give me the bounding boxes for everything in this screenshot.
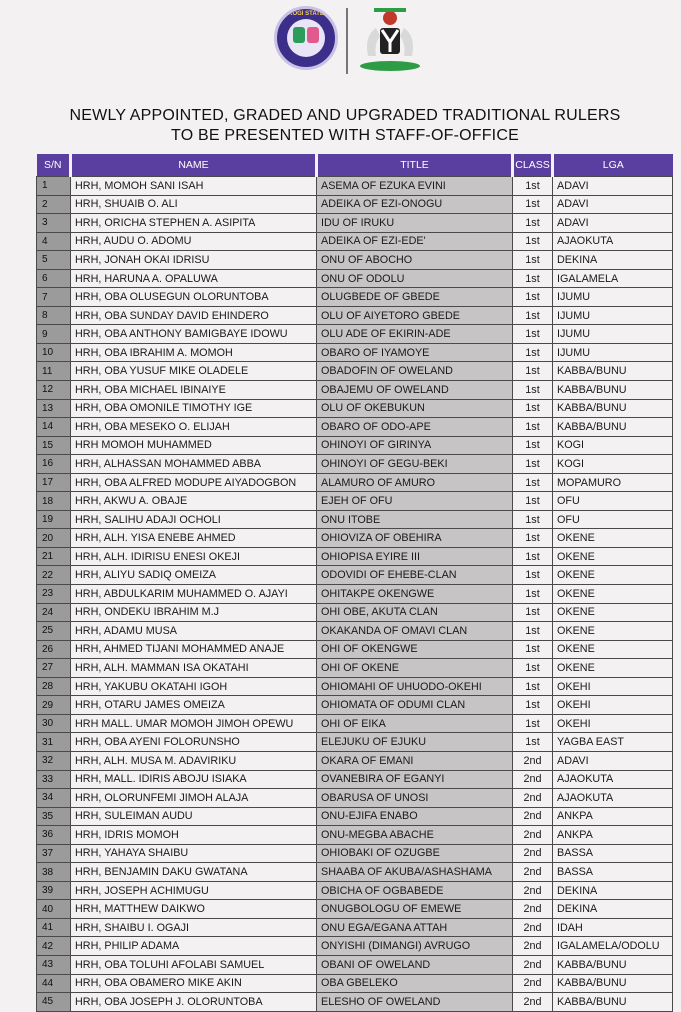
column-header-sn: S/N [37,154,71,177]
cell-name: HRH, ADAMU MUSA [71,622,317,641]
table-row [37,826,673,845]
cell-cls: 2nd [513,881,553,900]
cell-lga: AJAOKUTA [553,770,673,789]
table-row [37,955,673,974]
cell-title: OHINOYI OF GIRINYA [317,436,513,455]
cell-name: HRH, OBA SUNDAY DAVID EHINDERO [71,306,317,325]
cell-name: HRH, ORICHA STEPHEN A. ASIPITA [71,214,317,233]
cell-lga: KABBA/BUNU [553,955,673,974]
cell-name: HRH MOMOH MUHAMMED [71,436,317,455]
cell-sn: 15 [37,436,71,455]
cell-sn: 31 [37,733,71,752]
table-row [37,789,673,808]
cell-name: HRH, PHILIP ADAMA [71,937,317,956]
cell-title: ONYISHI (DIMANGI) AVRUGO [317,937,513,956]
cell-title: OBA GBELEKO [317,974,513,993]
table-row [37,195,673,214]
table-row [37,547,673,566]
cell-cls: 2nd [513,993,553,1012]
table-row [37,232,673,251]
table-row [37,214,673,233]
table-header-row [37,154,673,177]
cell-cls: 1st [513,455,553,474]
cell-lga: OKENE [553,529,673,548]
cell-cls: 1st [513,659,553,678]
cell-cls: 1st [513,492,553,511]
cell-title: OLU ADE OF EKIRIN-ADE [317,325,513,344]
cell-sn: 37 [37,844,71,863]
cell-lga: DEKINA [553,881,673,900]
cell-title: OVANEBIRA OF EGANYI [317,770,513,789]
cell-cls: 2nd [513,770,553,789]
cell-name: HRH, OLORUNFEMI JIMOH ALAJA [71,789,317,808]
cell-name: HRH, OBA MESEKO O. ELIJAH [71,418,317,437]
cell-lga: OKENE [553,659,673,678]
cell-cls: 1st [513,418,553,437]
cell-sn: 18 [37,492,71,511]
cell-cls: 1st [513,473,553,492]
cell-title: OHIOVIZA OF OBEHIRA [317,529,513,548]
cell-name: HRH, OBA OBAMERO MIKE AKIN [71,974,317,993]
cell-lga: AJAOKUTA [553,789,673,808]
cell-lga: ANKPA [553,826,673,845]
cell-title: EJEH OF OFU [317,492,513,511]
cell-lga: OKENE [553,603,673,622]
cell-cls: 2nd [513,955,553,974]
cell-cls: 2nd [513,844,553,863]
cell-title: ONU ITOBE [317,510,513,529]
cell-cls: 1st [513,399,553,418]
cell-cls: 1st [513,566,553,585]
table-row [37,177,673,196]
cell-name: HRH, BENJAMIN DAKU GWATANA [71,863,317,882]
cell-sn: 20 [37,529,71,548]
cell-name: HRH, ALHASSAN MOHAMMED ABBA [71,455,317,474]
cell-sn: 38 [37,863,71,882]
cell-title: OBAJEMU OF OWELAND [317,381,513,400]
cell-cls: 2nd [513,937,553,956]
cell-title: IDU OF IRUKU [317,214,513,233]
cell-sn: 17 [37,473,71,492]
cell-name: HRH, AKWU A. OBAJE [71,492,317,511]
table-row [37,325,673,344]
cell-lga: KABBA/BUNU [553,399,673,418]
cell-name: HRH, OBA YUSUF MIKE OLADELE [71,362,317,381]
cell-title: ONUGBOLOGU OF EMEWE [317,900,513,919]
table-row [37,381,673,400]
cell-lga: KABBA/BUNU [553,993,673,1012]
cell-lga: DEKINA [553,251,673,270]
table-row [37,622,673,641]
cell-cls: 2nd [513,789,553,808]
cell-sn: 33 [37,770,71,789]
cell-cls: 1st [513,306,553,325]
cell-name: HRH, OBA ANTHONY BAMIGBAYE IDOWU [71,325,317,344]
cell-name: HRH, OBA OMONILE TIMOTHY IGE [71,399,317,418]
cell-title: OBADOFIN OF OWELAND [317,362,513,381]
cell-lga: OKENE [553,566,673,585]
cell-cls: 1st [513,362,553,381]
cell-cls: 2nd [513,751,553,770]
table-row [37,529,673,548]
cell-cls: 1st [513,696,553,715]
cell-sn: 2 [37,195,71,214]
cell-title: ADEIKA OF EZI-EDE' [317,232,513,251]
table-row [37,900,673,919]
cell-sn: 1 [37,177,71,196]
cell-cls: 1st [513,177,553,196]
cell-sn: 40 [37,900,71,919]
cell-sn: 36 [37,826,71,845]
table-row [37,585,673,604]
cell-name: HRH, OBA ALFRED MODUPE AIYADOGBON [71,473,317,492]
cell-lga: OKENE [553,547,673,566]
table-row [37,696,673,715]
cell-lga: MOPAMURO [553,473,673,492]
cell-sn: 9 [37,325,71,344]
table-row [37,288,673,307]
coat-of-arms-icon [354,6,426,72]
cell-title: ONU OF ABOCHO [317,251,513,270]
cell-title: OHI OBE, AKUTA CLAN [317,603,513,622]
cell-lga: BASSA [553,863,673,882]
cell-sn: 24 [37,603,71,622]
rulers-table-container [36,154,672,1012]
cell-sn: 10 [37,343,71,362]
table-row [37,714,673,733]
cell-name: HRH, AHMED TIJANI MOHAMMED ANAJE [71,640,317,659]
cell-cls: 2nd [513,974,553,993]
cell-title: ODOVIDI OF EHEBE-CLAN [317,566,513,585]
cell-sn: 28 [37,677,71,696]
column-header-name: NAME [71,154,317,177]
cell-title: OHI OF OKENGWE [317,640,513,659]
cell-cls: 1st [513,585,553,604]
cell-sn: 43 [37,955,71,974]
cell-name: HRH, OBA TOLUHI AFOLABI SAMUEL [71,955,317,974]
cell-sn: 4 [37,232,71,251]
cell-sn: 16 [37,455,71,474]
cell-cls: 2nd [513,918,553,937]
cell-name: HRH, ALH. YISA ENEBE AHMED [71,529,317,548]
cell-cls: 1st [513,547,553,566]
table-row [37,881,673,900]
cell-cls: 1st [513,640,553,659]
cell-lga: IJUMU [553,306,673,325]
cell-title: OBARO OF IYAMOYE [317,343,513,362]
cell-sn: 26 [37,640,71,659]
cell-name: HRH, ALH. MAMMAN ISA OKATAHI [71,659,317,678]
cell-cls: 1st [513,603,553,622]
state-logo-mark-pink [307,27,319,43]
cell-cls: 1st [513,381,553,400]
cell-title: ONU-EJIFA ENABO [317,807,513,826]
cell-name: HRH, HARUNA A. OPALUWA [71,269,317,288]
cell-title: ASEMA OF EZUKA EVINI [317,177,513,196]
cell-name: HRH, ALH. MUSA M. ADAVIRIKU [71,751,317,770]
table-row [37,807,673,826]
column-header-lga: LGA [553,154,673,177]
cell-sn: 25 [37,622,71,641]
cell-title: OHI OF OKENE [317,659,513,678]
cell-cls: 1st [513,214,553,233]
cell-lga: IDAH [553,918,673,937]
cell-cls: 2nd [513,863,553,882]
table-row [37,306,673,325]
table-row [37,362,673,381]
cell-lga: KOGI [553,436,673,455]
cell-sn: 23 [37,585,71,604]
cell-sn: 13 [37,399,71,418]
cell-sn: 27 [37,659,71,678]
cell-lga: AJAOKUTA [553,232,673,251]
cell-name: HRH, IDRIS MOMOH [71,826,317,845]
cell-title: OHIOMAHI OF UHUODO-OKEHI [317,677,513,696]
cell-title: ONU EGA/EGANA ATTAH [317,918,513,937]
cell-cls: 1st [513,269,553,288]
state-logo-mark-green [293,27,305,43]
cell-cls: 1st [513,195,553,214]
cell-cls: 1st [513,677,553,696]
cell-name: HRH, ALH. IDIRISU ENESI OKEJI [71,547,317,566]
cell-lga: KABBA/BUNU [553,381,673,400]
cell-lga: OFU [553,510,673,529]
table-row [37,473,673,492]
cell-name: HRH, AUDU O. ADOMU [71,232,317,251]
cell-sn: 45 [37,993,71,1012]
cell-lga: KABBA/BUNU [553,418,673,437]
table-row [37,937,673,956]
heading-line-2: TO BE PRESENTED WITH STAFF-OF-OFFICE [171,127,519,144]
cell-sn: 35 [37,807,71,826]
cell-cls: 1st [513,325,553,344]
logo-bar [0,4,681,76]
cell-title: OKAKANDA OF OMAVI CLAN [317,622,513,641]
table-row [37,863,673,882]
cell-name: HRH, MALL. IDIRIS ABOJU ISIAKA [71,770,317,789]
cell-cls: 2nd [513,807,553,826]
cell-sn: 12 [37,381,71,400]
cell-sn: 32 [37,751,71,770]
cell-cls: 1st [513,529,553,548]
cell-lga: IGALAMELA [553,269,673,288]
cell-name: HRH, OBA MICHAEL IBINAIYE [71,381,317,400]
cell-cls: 1st [513,733,553,752]
cell-name: HRH, OBA JOSEPH J. OLORUNTOBA [71,993,317,1012]
cell-name: HRH, ALIYU SADIQ OMEIZA [71,566,317,585]
table-row [37,751,673,770]
cell-lga: OKENE [553,585,673,604]
cell-title: OHIOMATA OF ODUMI CLAN [317,696,513,715]
cell-sn: 5 [37,251,71,270]
table-row [37,603,673,622]
cell-lga: ADAVI [553,195,673,214]
cell-title: OHIOBAKI OF OZUGBE [317,844,513,863]
table-row [37,918,673,937]
cell-title: OHIOPISA EYIRE III [317,547,513,566]
cell-lga: IJUMU [553,343,673,362]
cell-name: HRH, ONDEKU IBRAHIM M.J [71,603,317,622]
table-row [37,418,673,437]
table-row [37,677,673,696]
cell-title: OLUGBEDE OF GBEDE [317,288,513,307]
cell-sn: 8 [37,306,71,325]
table-row [37,993,673,1012]
cell-sn: 34 [37,789,71,808]
kogi-state-logo [274,6,338,70]
cell-name: HRH, JOSEPH ACHIMUGU [71,881,317,900]
cell-lga: IGALAMELA/ODOLU [553,937,673,956]
cell-lga: ADAVI [553,177,673,196]
cell-lga: YAGBA EAST [553,733,673,752]
cell-lga: BASSA [553,844,673,863]
cell-title: OBARO OF ODO-APE [317,418,513,437]
table-row [37,770,673,789]
cell-name: HRH, YAHAYA SHAIBU [71,844,317,863]
cell-sn: 41 [37,918,71,937]
cell-sn: 11 [37,362,71,381]
cell-sn: 22 [37,566,71,585]
heading-line-1: NEWLY APPOINTED, GRADED AND UPGRADED TRADITIONAL RULERS [69,107,621,124]
cell-sn: 42 [37,937,71,956]
cell-title: ADEIKA OF EZI-ONOGU [317,195,513,214]
cell-title: OBICHA OF OGBABEDE [317,881,513,900]
cell-sn: 21 [37,547,71,566]
table-row [37,659,673,678]
cell-lga: IJUMU [553,288,673,307]
cell-cls: 2nd [513,826,553,845]
cell-lga: ANKPA [553,807,673,826]
cell-title: OBANI OF OWELAND [317,955,513,974]
cell-lga: OKEHI [553,696,673,715]
cell-cls: 1st [513,510,553,529]
table-row [37,399,673,418]
table-row [37,251,673,270]
cell-title: ELESHO OF OWELAND [317,993,513,1012]
cell-lga: IJUMU [553,325,673,344]
cell-name: HRH, SHUAIB O. ALI [71,195,317,214]
cell-sn: 30 [37,714,71,733]
table-row [37,455,673,474]
cell-cls: 1st [513,436,553,455]
cell-title: ALAMURO OF AMURO [317,473,513,492]
cell-sn: 3 [37,214,71,233]
cell-name: HRH, OBA AYENI FOLORUNSHO [71,733,317,752]
cell-lga: OKENE [553,622,673,641]
cell-cls: 1st [513,622,553,641]
cell-name: HRH, SHAIBU I. OGAJI [71,918,317,937]
cell-name: HRH, OBA OLUSEGUN OLORUNTOBA [71,288,317,307]
rulers-table [36,154,673,1012]
cell-name: HRH, OBA IBRAHIM A. MOMOH [71,343,317,362]
column-header-class: CLASS [513,154,553,177]
column-header-title: TITLE [317,154,513,177]
cell-cls: 1st [513,714,553,733]
cell-sn: 7 [37,288,71,307]
cell-sn: 14 [37,418,71,437]
cell-name: HRH, SULEIMAN AUDU [71,807,317,826]
cell-title: OHINOYI OF GEGU-BEKI [317,455,513,474]
logo-divider [346,8,348,74]
cell-lga: OFU [553,492,673,511]
cell-sn: 19 [37,510,71,529]
cell-sn: 6 [37,269,71,288]
table-row [37,269,673,288]
cell-title: ONU-MEGBA ABACHE [317,826,513,845]
cell-title: OLU OF OKEBUKUN [317,399,513,418]
table-row [37,566,673,585]
cell-cls: 1st [513,343,553,362]
cell-lga: KOGI [553,455,673,474]
table-body [37,177,673,1012]
cell-title: ELEJUKU OF EJUKU [317,733,513,752]
table-row [37,733,673,752]
cell-name: HRH, ABDULKARIM MUHAMMED O. AJAYI [71,585,317,604]
table-row [37,844,673,863]
cell-name: HRH, MOMOH SANI ISAH [71,177,317,196]
table-row [37,492,673,511]
table-row [37,974,673,993]
cell-sn: 29 [37,696,71,715]
table-row [37,640,673,659]
cell-name: HRH, SALIHU ADAJI OCHOLI [71,510,317,529]
cell-cls: 1st [513,232,553,251]
cell-cls: 2nd [513,900,553,919]
cell-title: OLU OF AIYETORO GBEDE [317,306,513,325]
cell-lga: ADAVI [553,751,673,770]
cell-name: HRH MALL. UMAR MOMOH JIMOH OPEWU [71,714,317,733]
cell-name: HRH, OTARU JAMES OMEIZA [71,696,317,715]
cell-title: OHITAKPE OKENGWE [317,585,513,604]
table-row [37,436,673,455]
cell-title: OBARUSA OF UNOSI [317,789,513,808]
cell-cls: 1st [513,251,553,270]
cell-lga: OKEHI [553,677,673,696]
cell-lga: DEKINA [553,900,673,919]
cell-lga: OKENE [553,640,673,659]
cell-sn: 39 [37,881,71,900]
document-heading [60,106,630,146]
cell-cls: 1st [513,288,553,307]
cell-lga: OKEHI [553,714,673,733]
cell-title: SHAABA OF AKUBA/ASHASHAMA [317,863,513,882]
cell-name: HRH, YAKUBU OKATAHI IGOH [71,677,317,696]
cell-lga: KABBA/BUNU [553,974,673,993]
table-row [37,343,673,362]
table-row [37,510,673,529]
cell-lga: KABBA/BUNU [553,362,673,381]
cell-title: OKARA OF EMANI [317,751,513,770]
cell-name: HRH, JONAH OKAI IDRISU [71,251,317,270]
cell-sn: 44 [37,974,71,993]
cell-name: HRH, MATTHEW DAIKWO [71,900,317,919]
cell-title: OHI OF EIKA [317,714,513,733]
cell-lga: ADAVI [553,214,673,233]
state-logo-text: KOGI STATE [288,11,324,17]
cell-title: ONU OF ODOLU [317,269,513,288]
